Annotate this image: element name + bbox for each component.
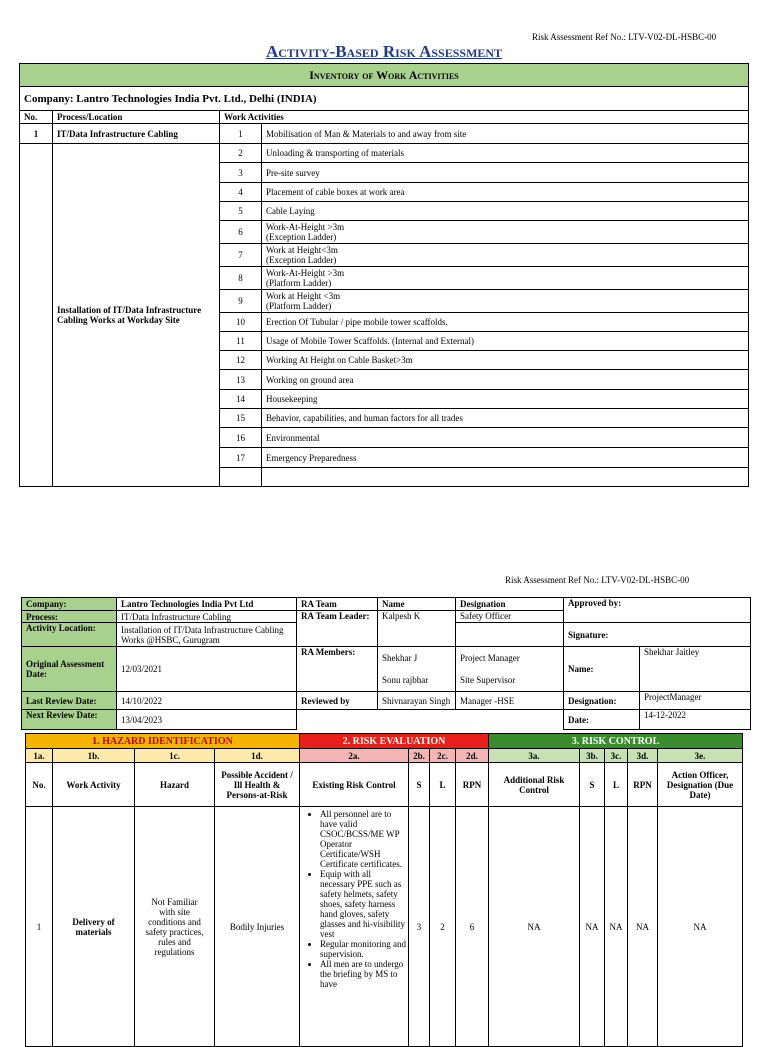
group-process: IT/Data Infrastructure Cabling	[53, 124, 220, 144]
column-code: 3b.	[580, 749, 605, 763]
column-code: 2d.	[456, 749, 489, 763]
ra-team-label: RA Team	[297, 598, 378, 611]
row1-existing-controls	[300, 807, 409, 1047]
row1-rpn2: NA	[628, 807, 658, 1047]
name-header: Name	[378, 598, 456, 611]
activity-text: Cable Laying	[262, 202, 749, 221]
column-code: 1d.	[215, 749, 300, 763]
approver-designation-label: Designation:	[564, 692, 640, 710]
empty-designation-cell	[456, 623, 564, 647]
activity-text: Work at Height <3m (Platform Ladder)	[262, 290, 749, 313]
existing-control-item: • Equip with all necessary PPE such as safety helmets, safety shoes, safety harness hand gloves, safety glasses and hi-visibility vest	[320, 869, 406, 939]
row1-additional-control: NA	[489, 807, 580, 1047]
reviewer-name: Shivnarayan Singh	[378, 692, 456, 710]
activity-no: 8	[220, 267, 262, 290]
column-code: 2a.	[300, 749, 409, 763]
inventory-table	[19, 110, 749, 487]
column-header: RPN	[628, 763, 658, 807]
activity-no: 3	[220, 163, 262, 183]
column-header: Possible Accident / Ill Health & Persons-at-Risk	[215, 763, 300, 807]
activity-no: 14	[220, 390, 262, 409]
row1-action-officer: NA	[658, 807, 743, 1047]
activity-text: Work at Height<3m (Exception Ladder)	[262, 244, 749, 267]
location-label: Activity Location:	[22, 623, 117, 647]
activity-no: 5	[220, 202, 262, 221]
reviewer-designation: Manager -HSE	[456, 692, 564, 710]
person3-name: Sonu rajbhar	[382, 675, 429, 685]
existing-control-item: • All men are to undergo the briefing by MS to have	[320, 959, 406, 989]
members-designations	[456, 647, 564, 692]
column-code: 3e.	[658, 749, 743, 763]
column-code: 3a.	[489, 749, 580, 763]
column-header: No.	[26, 763, 53, 807]
signature-label: Signature:	[564, 623, 751, 647]
activity-no: 10	[220, 313, 262, 332]
row1-s2: NA	[580, 807, 605, 1047]
section-hazard-identification: 1. HAZARD IDENTIFICATION	[26, 734, 300, 749]
reviewed-by-label: Reviewed by	[297, 692, 378, 710]
col-header-no: No.	[20, 111, 53, 124]
next-review-label: Next Review Date:	[22, 710, 117, 730]
row1-no: 1	[26, 807, 53, 1047]
column-header: S	[580, 763, 605, 807]
activity-no: 16	[220, 428, 262, 448]
column-header: Work Activity	[53, 763, 135, 807]
orig-assessment-value: 12/03/2021	[117, 647, 297, 692]
location-value: Installation of IT/Data Infrastructure Cabling Works @HSBC, Gurugram	[117, 623, 297, 647]
column-code: 3d.	[628, 749, 658, 763]
risk-assessment-table	[25, 733, 743, 1047]
activity-text: Work-At-Height >3m (Platform Ladder)	[262, 267, 749, 290]
last-review-label: Last Review Date:	[22, 692, 117, 710]
next-review-value: 13/04/2023	[117, 710, 297, 730]
company-value: Lantro Technologies India Pvt Ltd	[117, 598, 297, 611]
row1-hazard: Not Familiar with site conditions and safety practices, rules and regulations	[135, 807, 215, 1047]
column-header: RPN	[456, 763, 489, 807]
approver-name-value: Shekhar Jaitley	[640, 647, 751, 692]
column-code: 2b.	[409, 749, 430, 763]
approver-date-value: 14-12-2022	[640, 710, 751, 730]
approver-date-label: Date:	[564, 710, 640, 730]
existing-control-item: • All personnel are to have valid CSOC/BCSS/ME WP Operator Certificate/WSH Certificate certificates.	[320, 809, 406, 869]
col-header-process: Process/Location	[53, 111, 220, 124]
activity-text: Placement of cable boxes at work area	[262, 183, 749, 202]
person1-designation: Safety Officer	[456, 611, 564, 623]
column-code: 1b.	[53, 749, 135, 763]
row1-l: 2	[430, 807, 456, 1047]
activity-text: Housekeeping	[262, 390, 749, 409]
column-header: Existing Risk Control	[300, 763, 409, 807]
column-header: Additional Risk Control	[489, 763, 580, 807]
designation-header: Designation	[456, 598, 564, 611]
approved-by-label: Approved by:	[564, 598, 640, 623]
activity-no: 2	[220, 144, 262, 163]
column-code: 1a.	[26, 749, 53, 763]
activity-text: Working on ground area	[262, 370, 749, 390]
group-no: 1	[20, 124, 53, 144]
activity-text: Mobilisation of Man & Materials to and away from site	[262, 124, 749, 144]
process-value: IT/Data Infrastructure Cabling	[117, 611, 297, 623]
column-header: S	[409, 763, 430, 807]
column-header: L	[430, 763, 456, 807]
ref-number-top: Risk Assessment Ref No.: LTV-V02-DL-HSBC-00	[532, 32, 717, 42]
column-header: Action Officer, Designation (Due Date)	[658, 763, 743, 807]
section-risk-control: 3. RISK CONTROL	[489, 734, 743, 749]
ra-team-leader-label: RA Team Leader:	[297, 611, 378, 647]
page-title: Activity-Based Risk Assessment	[265, 42, 503, 61]
activity-no: 1	[220, 124, 262, 144]
activity-text: Pre-site survey	[262, 163, 749, 183]
company-line: Company: Lantro Technologies India Pvt. Ltd., Delhi (INDIA)	[19, 86, 749, 110]
activity-no: 7	[220, 244, 262, 267]
activity-text: Behavior, capabilities, and human factors for all trades	[262, 409, 749, 428]
row1-rpn: 6	[456, 807, 489, 1047]
ref-number-bottom: Risk Assessment Ref No.: LTV-V02-DL-HSBC-00	[505, 575, 690, 585]
activity-text: Emergency Preparedness	[262, 448, 749, 468]
activity-text: Working At Height on Cable Basket>3m	[262, 351, 749, 370]
activity-no: 4	[220, 183, 262, 202]
activity-text: Erection Of Tubular / pipe mobile tower scaffolds.	[262, 313, 749, 332]
section-risk-evaluation: 2. RISK EVALUATION	[300, 734, 489, 749]
column-header: L	[605, 763, 628, 807]
activity-no: 11	[220, 332, 262, 351]
row1-accident: Bodily Injuries	[215, 807, 300, 1047]
assessment-info-table	[21, 597, 751, 730]
activity-no: 15	[220, 409, 262, 428]
column-header: Hazard	[135, 763, 215, 807]
activity-no	[220, 468, 262, 487]
col-header-activities: Work Activities	[220, 111, 749, 124]
activity-no: 6	[220, 221, 262, 244]
approver-designation-value: ProjectManager	[640, 692, 751, 710]
company-label: Company:	[22, 598, 117, 611]
column-code: 1c.	[135, 749, 215, 763]
column-code: 3c.	[605, 749, 628, 763]
activity-text: Work-At-Height >3m (Exception Ladder)	[262, 221, 749, 244]
ra-members-label: RA Members:	[297, 647, 378, 692]
orig-assessment-label: Original Assessment Date:	[22, 647, 117, 692]
existing-control-item: • Regular monitoring and supervision.	[320, 939, 406, 959]
activity-text: Environmental	[262, 428, 749, 448]
activity-no: 12	[220, 351, 262, 370]
activity-text: Usage of Mobile Tower Scaffolds. (Internal and External)	[262, 332, 749, 351]
activity-text	[262, 468, 749, 487]
approver-name-label: Name:	[564, 647, 640, 692]
row1-l2: NA	[605, 807, 628, 1047]
process-label: Process:	[22, 611, 117, 623]
group-no	[20, 144, 53, 487]
activity-text: Unloading & transporting of materials	[262, 144, 749, 163]
column-code: 2c.	[430, 749, 456, 763]
group-process: Installation of IT/Data Infrastructure Cabling Works at Workday Site	[53, 144, 220, 487]
row1-s: 3	[409, 807, 430, 1047]
person3-designation: Site Supervisor	[460, 675, 516, 685]
activity-no: 13	[220, 370, 262, 390]
row1-work-activity: Delivery of materials	[53, 807, 135, 1047]
activity-no: 17	[220, 448, 262, 468]
person2-designation: Project Manager	[460, 653, 520, 663]
last-review-value: 14/10/2022	[117, 692, 297, 710]
activity-no: 9	[220, 290, 262, 313]
members-names	[378, 647, 456, 692]
person2-name: Shekhar J	[382, 653, 418, 663]
person1-name: Kalpesh K	[378, 611, 456, 647]
inventory-banner: Inventory of Work Activities	[19, 63, 749, 87]
